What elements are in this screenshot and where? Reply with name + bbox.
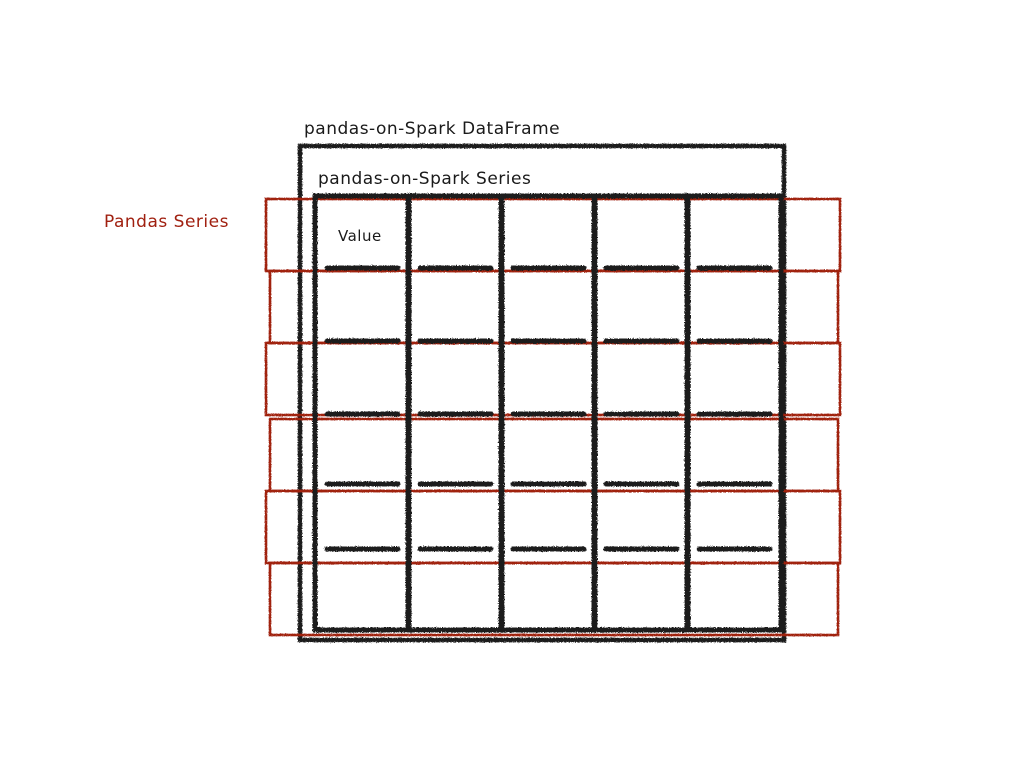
spark-series-title: pandas-on-Spark Series xyxy=(318,169,532,189)
pandas-series-row-6 xyxy=(270,563,838,635)
dataframe-outline xyxy=(300,146,784,640)
pandas-series-row-2 xyxy=(270,271,838,343)
dataframe-title: pandas-on-Spark DataFrame xyxy=(304,119,561,139)
pandas-series-rows xyxy=(266,199,840,635)
cell-value-label: Value xyxy=(338,227,382,245)
pandas-series-row-5 xyxy=(266,491,840,563)
pandas-series-row-4 xyxy=(270,419,838,491)
pandas-series-row-3 xyxy=(266,343,840,415)
cell-dividers xyxy=(327,268,770,549)
pandas-series-label: Pandas Series xyxy=(104,212,229,232)
